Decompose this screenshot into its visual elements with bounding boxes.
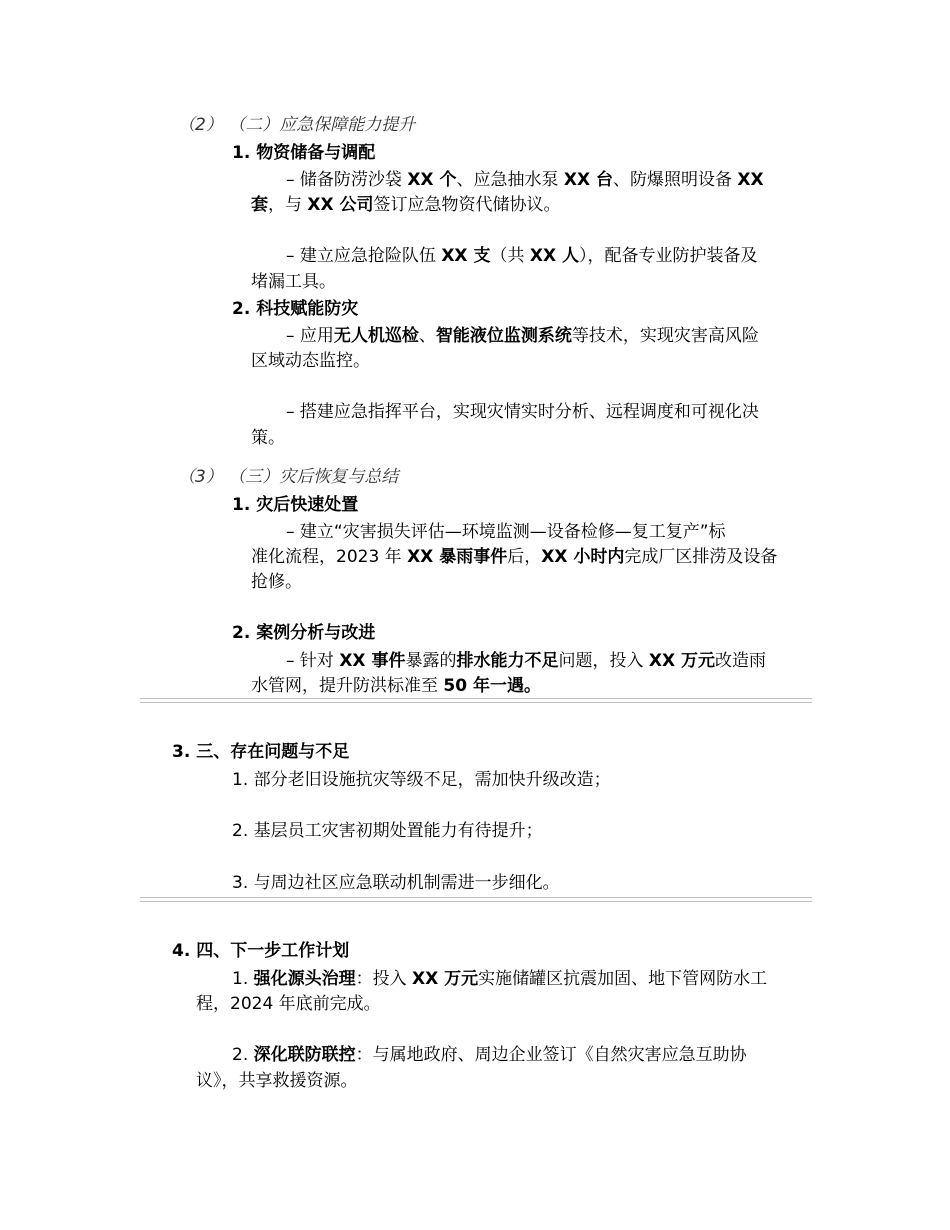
problem-item-2: 2. 基层员工灾害初期处置能力有待提升； [232,821,543,841]
bullet-platform-line1: – 搭建应急指挥平台，实现灾情实时分析、远程调度和可视化决 [286,402,759,422]
bullet-team-line2: 堵漏工具。 [251,272,336,292]
bullet-case-line1: – 针对 XX 事件暴露的排水能力不足问题，投入 XX 万元改造雨 [286,651,766,671]
bullet-recovery-line1: – 建立“灾害损失评估—环境监测—设备检修—复工复产”标 [286,522,726,542]
bullet-tech-line1: – 应用无人机巡检、智能液位监测系统等技术，实现灾害高风险 [286,326,759,346]
plan-item-1-line1: 1. 强化源头治理：投入 XX 万元实施储罐区抗震加固、地下管网防水工 [232,969,768,989]
bullet-platform-line2: 策。 [251,428,285,448]
part-heading-plan: 4. 四、下一步工作计划 [172,941,350,961]
item-title-tech: 2. 科技赋能防灾 [232,299,359,319]
bullet-supplies-line1: – 储备防涝沙袋 XX 个、应急抽水泵 XX 台、防爆照明设备 XX [286,170,764,190]
horizontal-rule [140,698,812,703]
item-title-recovery: 1. 灾后快速处置 [232,495,359,515]
part-heading-problems: 3. 三、存在问题与不足 [172,742,350,762]
plan-item-1-line2: 程，2024 年底前完成。 [196,994,381,1014]
section-heading-3: （3） （三）灾后恢复与总结 [178,467,399,487]
bullet-tech-line2: 区域动态监控。 [251,351,370,371]
bullet-supplies-line2: 套，与 XX 公司签订应急物资代储协议。 [251,195,561,215]
problem-item-1: 1. 部分老旧设施抗灾等级不足，需加快升级改造； [232,770,611,790]
bullet-recovery-line3: 抢修。 [251,572,302,592]
plan-item-2-line1: 2. 深化联防联控：与属地政府、周边企业签订《自然灾害应急互助协 [232,1045,747,1065]
item-title-case: 2. 案例分析与改进 [232,623,376,643]
bullet-recovery-line2: 准化流程，2023 年 XX 暴雨事件后，XX 小时内完成厂区排涝及设备 [251,547,778,567]
horizontal-rule [140,897,812,902]
bullet-team-line1: – 建立应急抢险队伍 XX 支（共 XX 人），配备专业防护装备及 [286,246,758,266]
problem-item-3: 3. 与周边社区应急联动机制需进一步细化。 [232,873,560,893]
plan-item-2-line2: 议》，共享救援资源。 [196,1071,358,1091]
section-heading-2: （2） （二）应急保障能力提升 [178,115,416,135]
bullet-case-line2: 水管网，提升防洪标准至 50 年一遇。 [251,676,541,696]
item-title-supplies: 1. 物资储备与调配 [232,143,376,163]
